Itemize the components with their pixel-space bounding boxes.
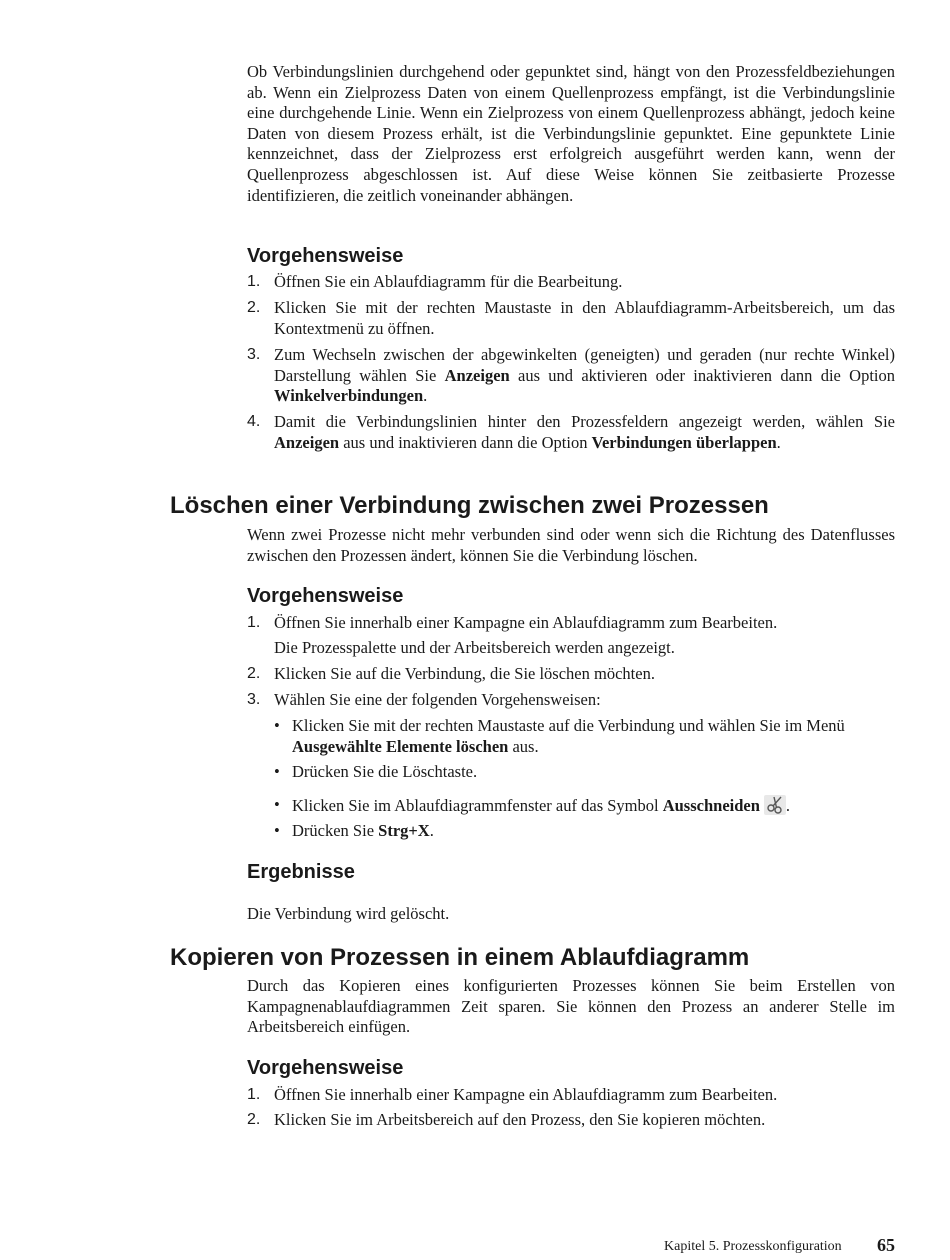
step-text: Damit die Verbindungslinien hinter den Prozessfeldern angezeigt werden, wählen Sie Anzeigen aus und inaktivieren dann die Option Verbindungen überlappen. xyxy=(274,412,895,452)
section3-title: Kopieren von Prozessen in einem Ablaufdiagramm xyxy=(170,944,750,971)
shortcut-strg-x: Strg+X xyxy=(378,821,430,840)
step-number: 1. xyxy=(247,1086,261,1103)
step-number: 4. xyxy=(247,413,261,430)
section3-heading: Vorgehensweise xyxy=(247,1057,404,1079)
step-number: 2. xyxy=(247,665,261,682)
menu-anzeigen: Anzeigen xyxy=(444,365,510,385)
step-text: Öffnen Sie ein Ablaufdiagramm für die Bearbeitung. xyxy=(274,272,623,291)
step-note: Die Prozesspalette und der Arbeitsbereich werden angezeigt. xyxy=(274,638,675,657)
step-text: Wählen Sie eine der folgenden Vorgehensweisen: xyxy=(274,690,601,709)
section2-intro: Wenn zwei Prozesse nicht mehr verbunden sind oder wenn sich die Richtung des Datenflusses zwischen den Prozessen ändert, können Sie die Verbindung löschen. xyxy=(247,525,895,565)
step-number: 1. xyxy=(247,614,261,631)
scissors-icon xyxy=(764,795,786,815)
step-text: Klicken Sie im Arbeitsbereich auf den Prozess, den Sie kopieren möchten. xyxy=(274,1110,766,1129)
option-winkelverbindungen: Winkelverbindungen xyxy=(274,386,424,406)
document-page: Ob Verbindungslinien durchgehend oder gepunktet sind, hängt von den Prozessfeldbeziehungen ab. Wenn ein Zielprozess Daten von einem Quellenprozess empfängt, ist die Verbindungslinie eine durchgehende Linie. Wenn ein Zielprozess von einem Quellenprozess abhängt, jedoch keine Daten von diesem Prozess erhält, ist die Verbindungslinie gepunktet. Eine gepunktete Linie kennzeichnet, dass der Zielprozess erst erfolgreich ausgeführt werden kann, wenn der Quellenprozess abgeschlossen ist. Auf diese Weise können Sie zeitbasierte Prozesse identifizieren, die zeitlich voneinander abhängen. Vorgehensweise 1. Öffnen Sie ein Ablaufdiagramm für die Bearbeitung. 2. Klicken Sie mit der rechten Maustaste in den Ablaufdiagramm-Arbeitsbereich, um das Kontextmenü zu öffnen. 3. Zum Wechseln zwischen der abgewinkelten (geneigten) und geraden (nur rechte Winkel) Darstellung wählen Sie Anzeigen aus und aktivieren oder inaktivieren dann die Option Winkelverbindungen. 4. Damit die Verbindungslinien hinter den Prozessfeldern angezeigt werden, wählen Sie Anzeigen aus und inaktivieren dann die Option Verbindungen überlappen. Löschen einer Verbindung zwischen zwei Prozessen Wenn zwei Prozesse nicht mehr verbunden sind oder wenn sich die Richtung des Datenflusses zwischen den Prozessen ändert, können Sie die Verbindung löschen. Vorgehensweise 1. Öffnen Sie innerhalb einer Kampagne ein Ablaufdiagramm zum Bearbeiten. Die Prozesspalette und der Arbeitsbereich werden angezeigt. 2. Klicken Sie auf die Verbindung, die Sie löschen möchten. 3. Wählen Sie eine der folgenden Vorgehensweisen: • Klicken Sie mit der rechten Maustaste auf die Verbindung und wählen Sie im Menü Ausgewählte Elemente löschen aus. • Drücken Sie die Löschtaste. • Klicken Sie im Ablaufdiagrammfenster auf das Symbol Ausschneiden . • Drücken Sie Strg+X. Ergebnisse Die Verbindung wird gelöscht. Kopieren von Prozessen in einem Ablaufdiagramm Durch das Kopieren eines konfigurierten Prozesses können Sie beim Erstellen von Kampagnenablaufdiagrammen Zeit sparen. Sie können den Prozess an anderer Stelle im Arbeitsbereich einfügen. Vorgehensweise 1. Öffnen Sie innerhalb einer Kampagne ein Ablaufdiagramm zum Bearbeiten. 2. Klicken Sie im Arbeitsbereich auf den Prozess, den Sie kopieren möchten. Kapitel 5. Prozesskonfiguration 65 xyxy=(170,62,895,1255)
section1-heading: Vorgehensweise xyxy=(247,245,404,267)
step-number: 2. xyxy=(247,299,261,316)
step-text: Zum Wechseln zwischen der abgewinkelten (geneigten) und geraden (nur rechte Winkel) Darstellung wählen Sie Anzeigen aus und aktivieren oder inaktivieren dann die Option Winkelverbindungen. xyxy=(274,345,895,406)
step-number: 3. xyxy=(247,346,261,363)
menu-ausgewaehlte-elemente-loeschen: Ausgewählte Elemente löschen xyxy=(292,736,509,756)
footer-chapter: Kapitel 5. Prozesskonfiguration xyxy=(664,1239,842,1254)
step-text: Klicken Sie mit der rechten Maustaste in den Ablaufdiagramm-Arbeitsbereich, um das Kontextmenü zu öffnen. xyxy=(274,298,895,338)
step-number: 3. xyxy=(247,691,261,708)
results-heading: Ergebnisse xyxy=(247,861,355,883)
section2-title: Löschen einer Verbindung zwischen zwei Prozessen xyxy=(170,492,769,519)
step-text: Öffnen Sie innerhalb einer Kampagne ein Ablaufdiagramm zum Bearbeiten. xyxy=(274,1085,778,1104)
step-number: 2. xyxy=(247,1111,261,1128)
section3-intro: Durch das Kopieren eines konfigurierten Prozesses können Sie beim Erstellen von Kampagnenablaufdiagrammen Zeit sparen. Sie können den Prozess an anderer Stelle im Arbeitsbereich einfügen. xyxy=(247,976,895,1037)
step-text: Öffnen Sie innerhalb einer Kampagne ein Ablaufdiagramm zum Bearbeiten. xyxy=(274,613,778,632)
step-number: 1. xyxy=(247,273,261,290)
symbol-ausschneiden: Ausschneiden xyxy=(662,796,760,815)
page-number: 65 xyxy=(877,1235,895,1255)
results-text: Die Verbindung wird gelöscht. xyxy=(247,904,450,923)
menu-anzeigen: Anzeigen xyxy=(274,432,340,452)
section2-heading: Vorgehensweise xyxy=(247,585,404,607)
intro-paragraph: Ob Verbindungslinien durchgehend oder gepunktet sind, hängt von den Prozessfeldbeziehungen ab. Wenn ein Zielprozess Daten von einem Quellenprozess empfängt, ist die Verbindungslinie eine durchgehende Linie. Wenn ein Zielprozess von einem Quellenprozess abhängt, jedoch keine Daten von diesem Prozess erhält, ist die Verbindungslinie gepunktet. Eine gepunktete Linie kennzeichnet, dass der Zielprozess erst erfolgreich ausgeführt werden kann, wenn der Quellenprozess abgeschlossen ist. Auf diese Weise können Sie zeitbasierte Prozesse identifizieren, die zeitlich voneinander abhängen. xyxy=(247,62,895,205)
option-verbindungen-ueberlappen: Verbindungen überlappen xyxy=(591,432,777,452)
step-text: Klicken Sie auf die Verbindung, die Sie löschen möchten. xyxy=(274,664,655,683)
